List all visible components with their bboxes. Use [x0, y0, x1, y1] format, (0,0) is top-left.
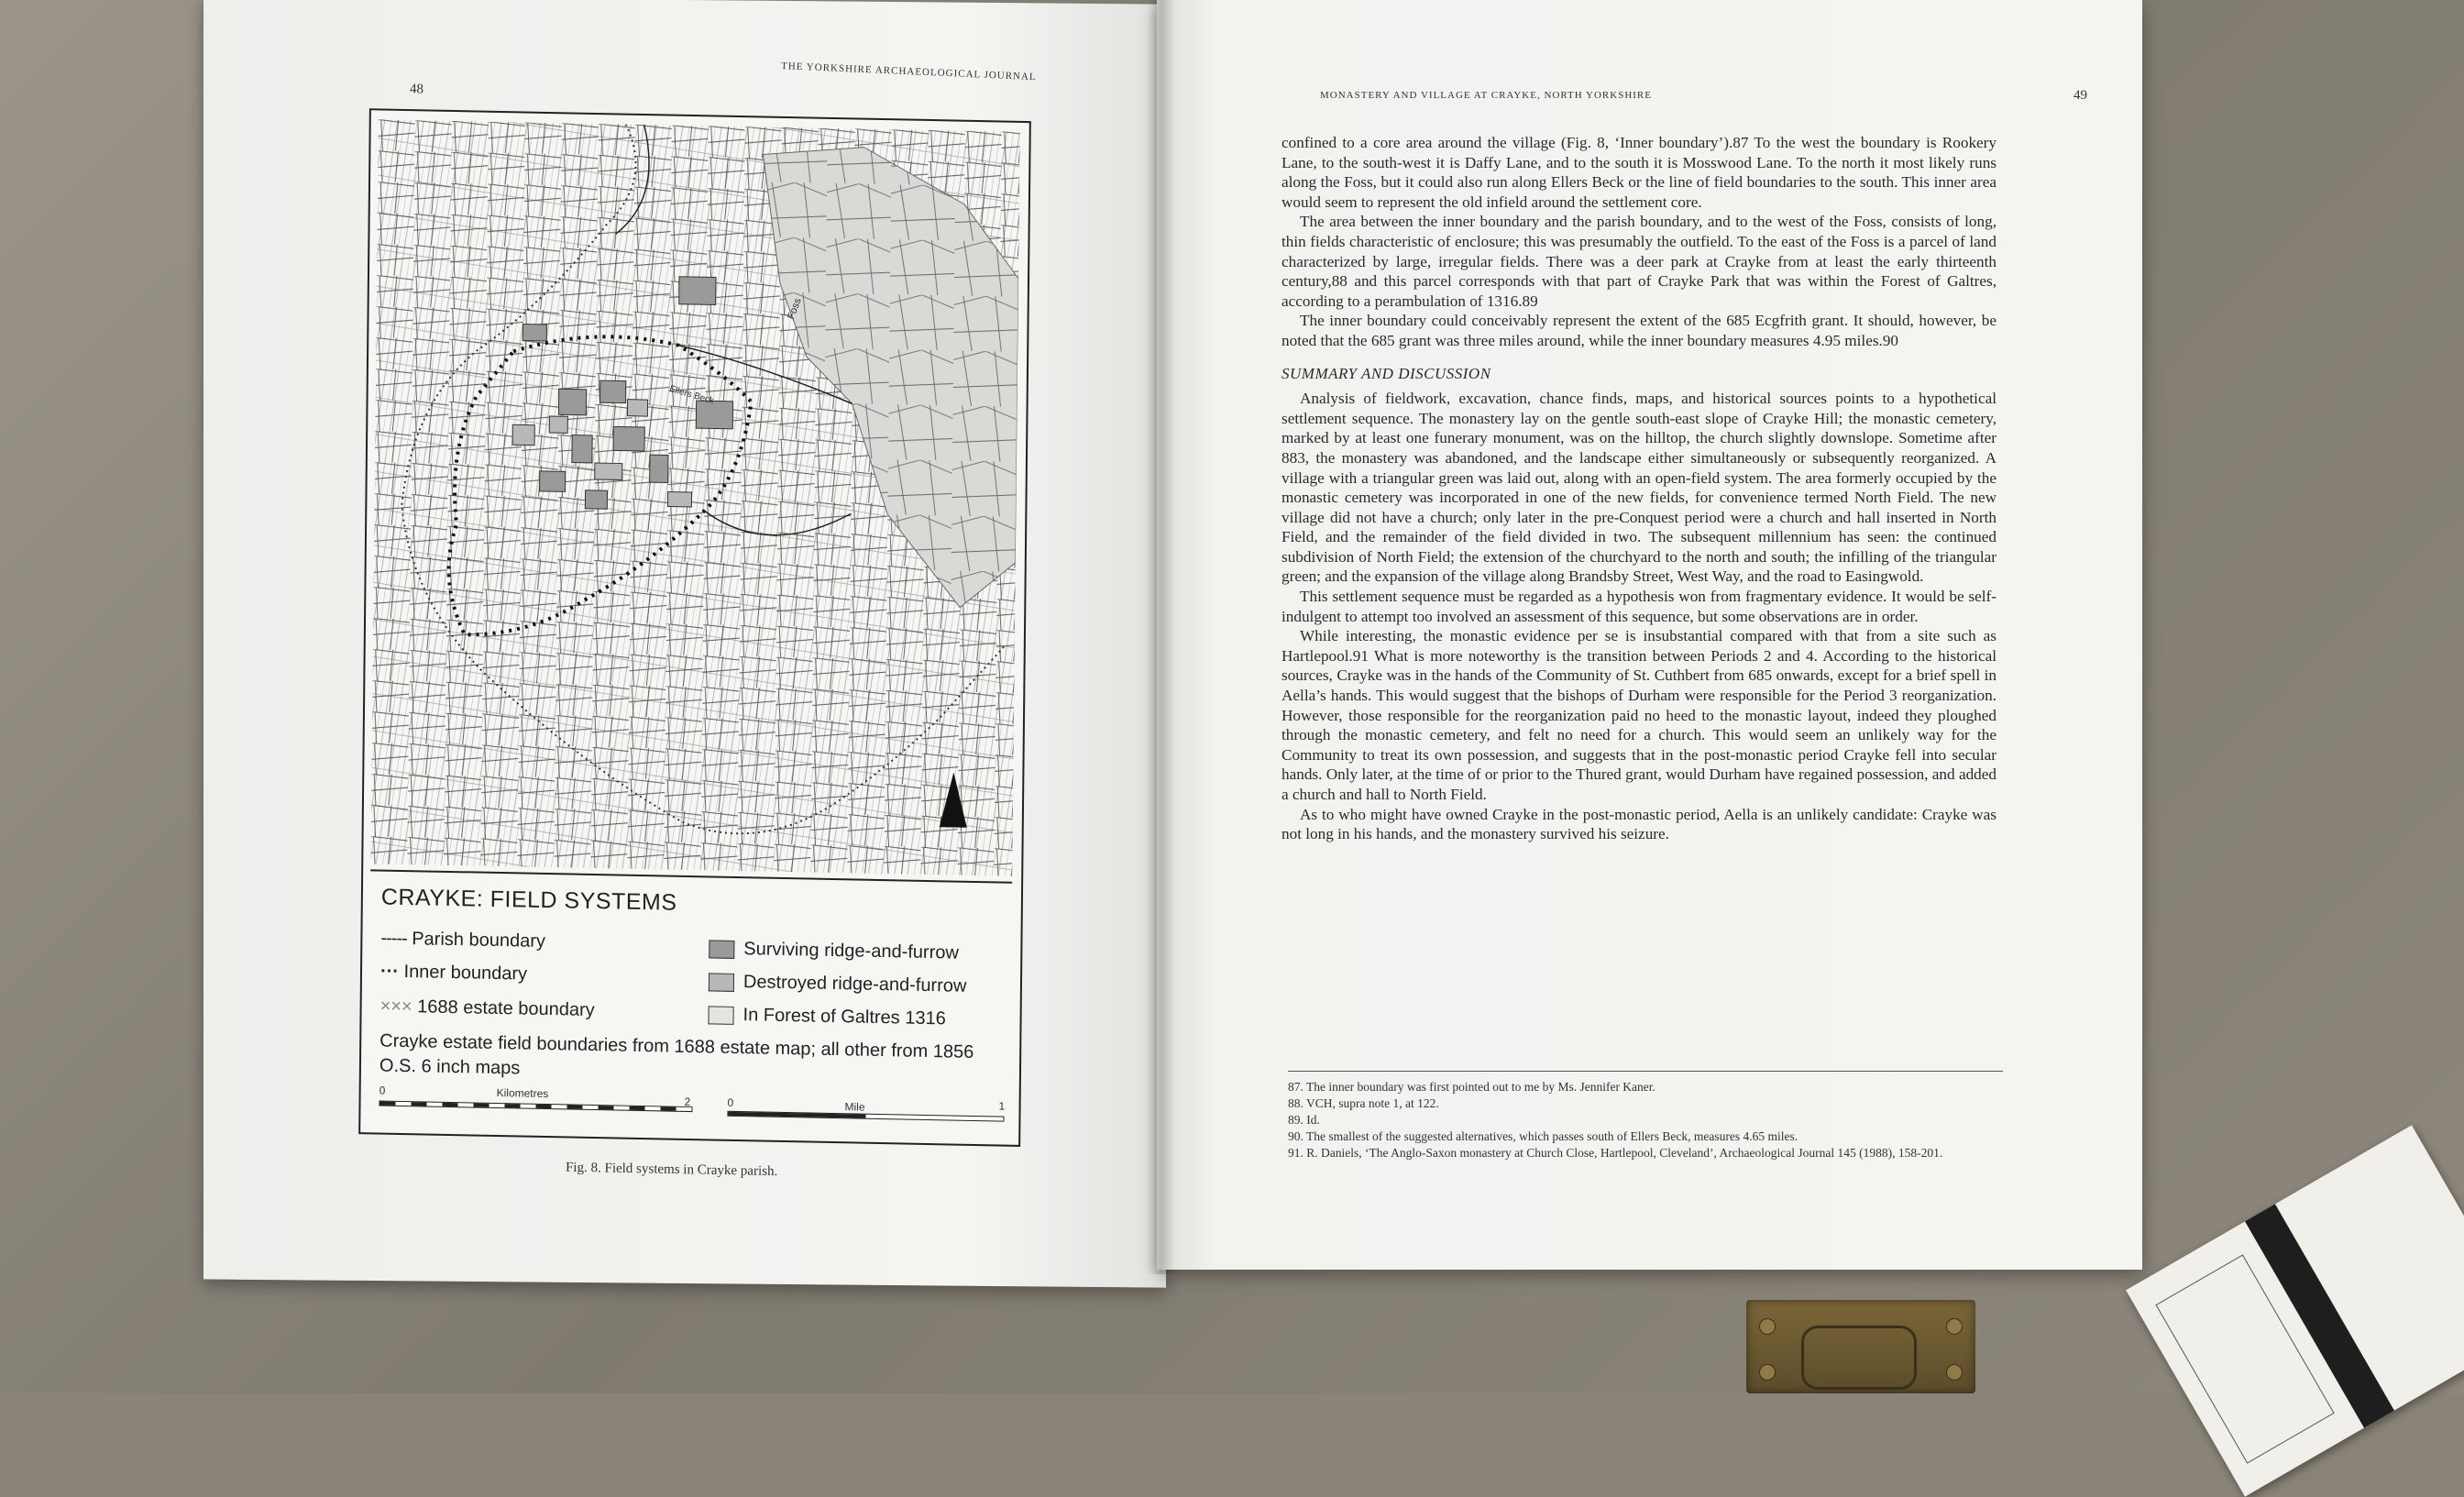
legend-label: Inner boundary: [403, 962, 528, 985]
footnote: 88. VCH, supra note 1, at 122.: [1288, 1096, 1439, 1110]
scale-mile-start: 0: [727, 1095, 734, 1109]
footnote: 91. R. Daniels, ‘The Anglo-Saxon monastery at Church Close, Hartlepool, Cleveland’, Archaeological Journal 145 (1988), 158-201.: [1288, 1146, 1943, 1160]
screw-icon: [1946, 1364, 1963, 1381]
legend-parish-boundary: [380, 929, 545, 952]
map-label-foss: Foss: [786, 296, 804, 322]
surviving-swatch-icon: [709, 940, 734, 959]
legend-label: Destroyed ridge-and-furrow: [742, 972, 967, 996]
destroyed-swatch-icon: [709, 973, 734, 992]
paragraph: The area between the inner boundary and the parish boundary, and to the west of the Foss, consists of long, thin fields characteristic of enclosure; this was presumably the outfield. To the east of the Foss is a parcel of land characterized by large, irregular fields. There was a deer park at Crayke from at least the early thirteenth century,88 and this parcel corresponds with that part of Crayke Park that was within the Forest of Galtres, according to a perambulation of 1316.89: [1282, 213, 1996, 310]
running-head-right: MONASTERY AND VILLAGE AT CRAYKE, NORTH YORKSHIRE: [1320, 90, 1652, 101]
legend-destroyed: [709, 971, 967, 996]
latch-loop: [1801, 1326, 1917, 1390]
scale-mile-bar: [727, 1111, 1004, 1122]
book-gutter: [1148, 0, 1175, 1274]
footnote: 89. Id.: [1288, 1113, 1320, 1127]
paragraph: Analysis of fieldwork, excavation, chance finds, maps, and historical sources points to a hypothetical settlement sequence. The monastery lay on the gentle south-east slope of Crayke Hill; the monastic cemetery, marked by at least one funerary monument, was on the hilltop, the church slightly downslope. Sometime after 883, the monastery was abandoned, and the landscape either simultaneously or subsequently reorganized. A village with a triangular green was laid out, along with an open-field system. The area formerly occupied by the monastic cemetery was incorporated in one of the new fields, for convenience termed North Field. The new village did not have a church; only later in the pre-Conquest period were a church and hall inserted in North Field, and the remainder of the field divided in two. The subsequent millennium has seen: the continued subdivision of North Field; the extension of the churchyard to the north and south; the infilling of the triangular green; and the expansion of the village along Brandsby Street, West Way, and the road to Easingwold.: [1282, 390, 1996, 586]
footnote: 90. The smallest of the suggested alternatives, which passes south of Ellers Beck, measures 4.65 miles.: [1288, 1129, 1798, 1143]
legend-inner-boundary: [380, 962, 527, 985]
map-label-ellers-beck: Ellers Beck: [667, 383, 716, 407]
field-systems-map: [358, 108, 1031, 1147]
page-number-left: 48: [410, 82, 424, 97]
paragraph: While interesting, the monastic evidence per se is insubstantial compared with that from a site such as Hartlepool.91 What is more noteworthy is the transition between Periods 2 and 4. According to the historical sources, Crayke was in the hands of the Community of St. Cuthbert from 685 onwards, except for a brief spell in Aella’s hands. This would suggest that the bishops of Durham were responsible for the Period 3 reorganization. However, those responsible for the reorganization paid no heed to the monastic layout, indeed they ploughed through the monastic cemetery, and felt no need for a church. This would seem an unlikely way for the Community to treat its own possession, and suggests that in the post-monastic period Crayke fell into secular hands. Only later, at the time of or prior to the Thured grant, would Durham have regained possession, and added a church and hall to North Field.: [1282, 627, 1996, 803]
section-heading: SUMMARY AND DISCUSSION: [1282, 364, 1491, 382]
legend-label: 1688 estate boundary: [417, 996, 595, 1021]
paragraph: confined to a core area around the village (Fig. 8, ‘Inner boundary’).87 To the west the boundary is Rookery Lane, to the south-west it is Daffy Lane, and to the south it is Mosswood Lane. To the north it most likely runs along the Foss, but it could also run along Ellers Beck or the line of field boundaries to the south. This inner area would seem to represent the old infield around the settlement core.: [1282, 134, 1996, 211]
forest-swatch-icon: [708, 1006, 733, 1025]
screw-icon: [1759, 1364, 1776, 1381]
scale-km-start: 0: [379, 1084, 386, 1097]
map-legend: [368, 869, 1012, 1135]
legend-source-note: Crayke estate field boundaries from 1688 estate map; all other from 1856 O.S. 6 inch maps: [379, 1030, 974, 1079]
box-latch: [1746, 1300, 1975, 1393]
dashed-line-icon: -----: [380, 928, 407, 950]
running-head-left: THE YORKSHIRE ARCHAEOLOGICAL JOURNAL: [780, 61, 1037, 83]
body-text: [1282, 133, 1996, 844]
legend-label: Parish boundary: [412, 929, 546, 952]
scale-km-end: 2: [684, 1095, 691, 1109]
left-page: [204, 0, 1166, 1288]
scale-mile-label: Mile: [844, 1100, 865, 1114]
dotted-line-icon: ···: [380, 961, 400, 982]
map-drawing: [370, 119, 1019, 875]
legend-label: In Forest of Galtres 1316: [742, 1005, 946, 1029]
paragraph: As to who might have owned Crayke in the post-monastic period, Aella is an unlikely candidate: Crayke was not long in his hands, and the monastery survived his seizure.: [1282, 805, 1996, 843]
screw-icon: [1759, 1318, 1776, 1335]
footnote: 87. The inner boundary was first pointed out to me by Ms. Jennifer Kaner.: [1288, 1080, 1656, 1094]
legend-estate-boundary: [380, 996, 595, 1021]
footnotes: [1288, 1071, 2003, 1161]
screw-icon: [1946, 1318, 1963, 1335]
cross-line-icon: ×××: [380, 996, 412, 1018]
paragraph: This settlement sequence must be regarded as a hypothesis won from fragmentary evidence. It would be self-indulgent to attempt too involved an assessment of this sequence, but some observations are in order.: [1282, 588, 1996, 625]
figure-caption: Fig. 8. Field systems in Crayke parish.: [565, 1160, 778, 1180]
legend-title: CRAYKE: FIELD SYSTEMS: [380, 884, 677, 916]
legend-surviving: [709, 938, 959, 963]
scale-mile-end: 1: [998, 1099, 1006, 1113]
scale-km-label: Kilometres: [496, 1085, 549, 1101]
scale-km-bar: [379, 1101, 692, 1113]
paragraph: The inner boundary could conceivably represent the extent of the 685 Ecgfrith grant. It should, however, be noted that the 685 grant was three miles around, while the inner boundary measures 4.95 miles.90: [1282, 312, 1996, 349]
legend-label: Surviving ridge-and-furrow: [743, 939, 959, 963]
page-number-right: 49: [2074, 88, 2087, 103]
legend-forest: [708, 1004, 945, 1029]
